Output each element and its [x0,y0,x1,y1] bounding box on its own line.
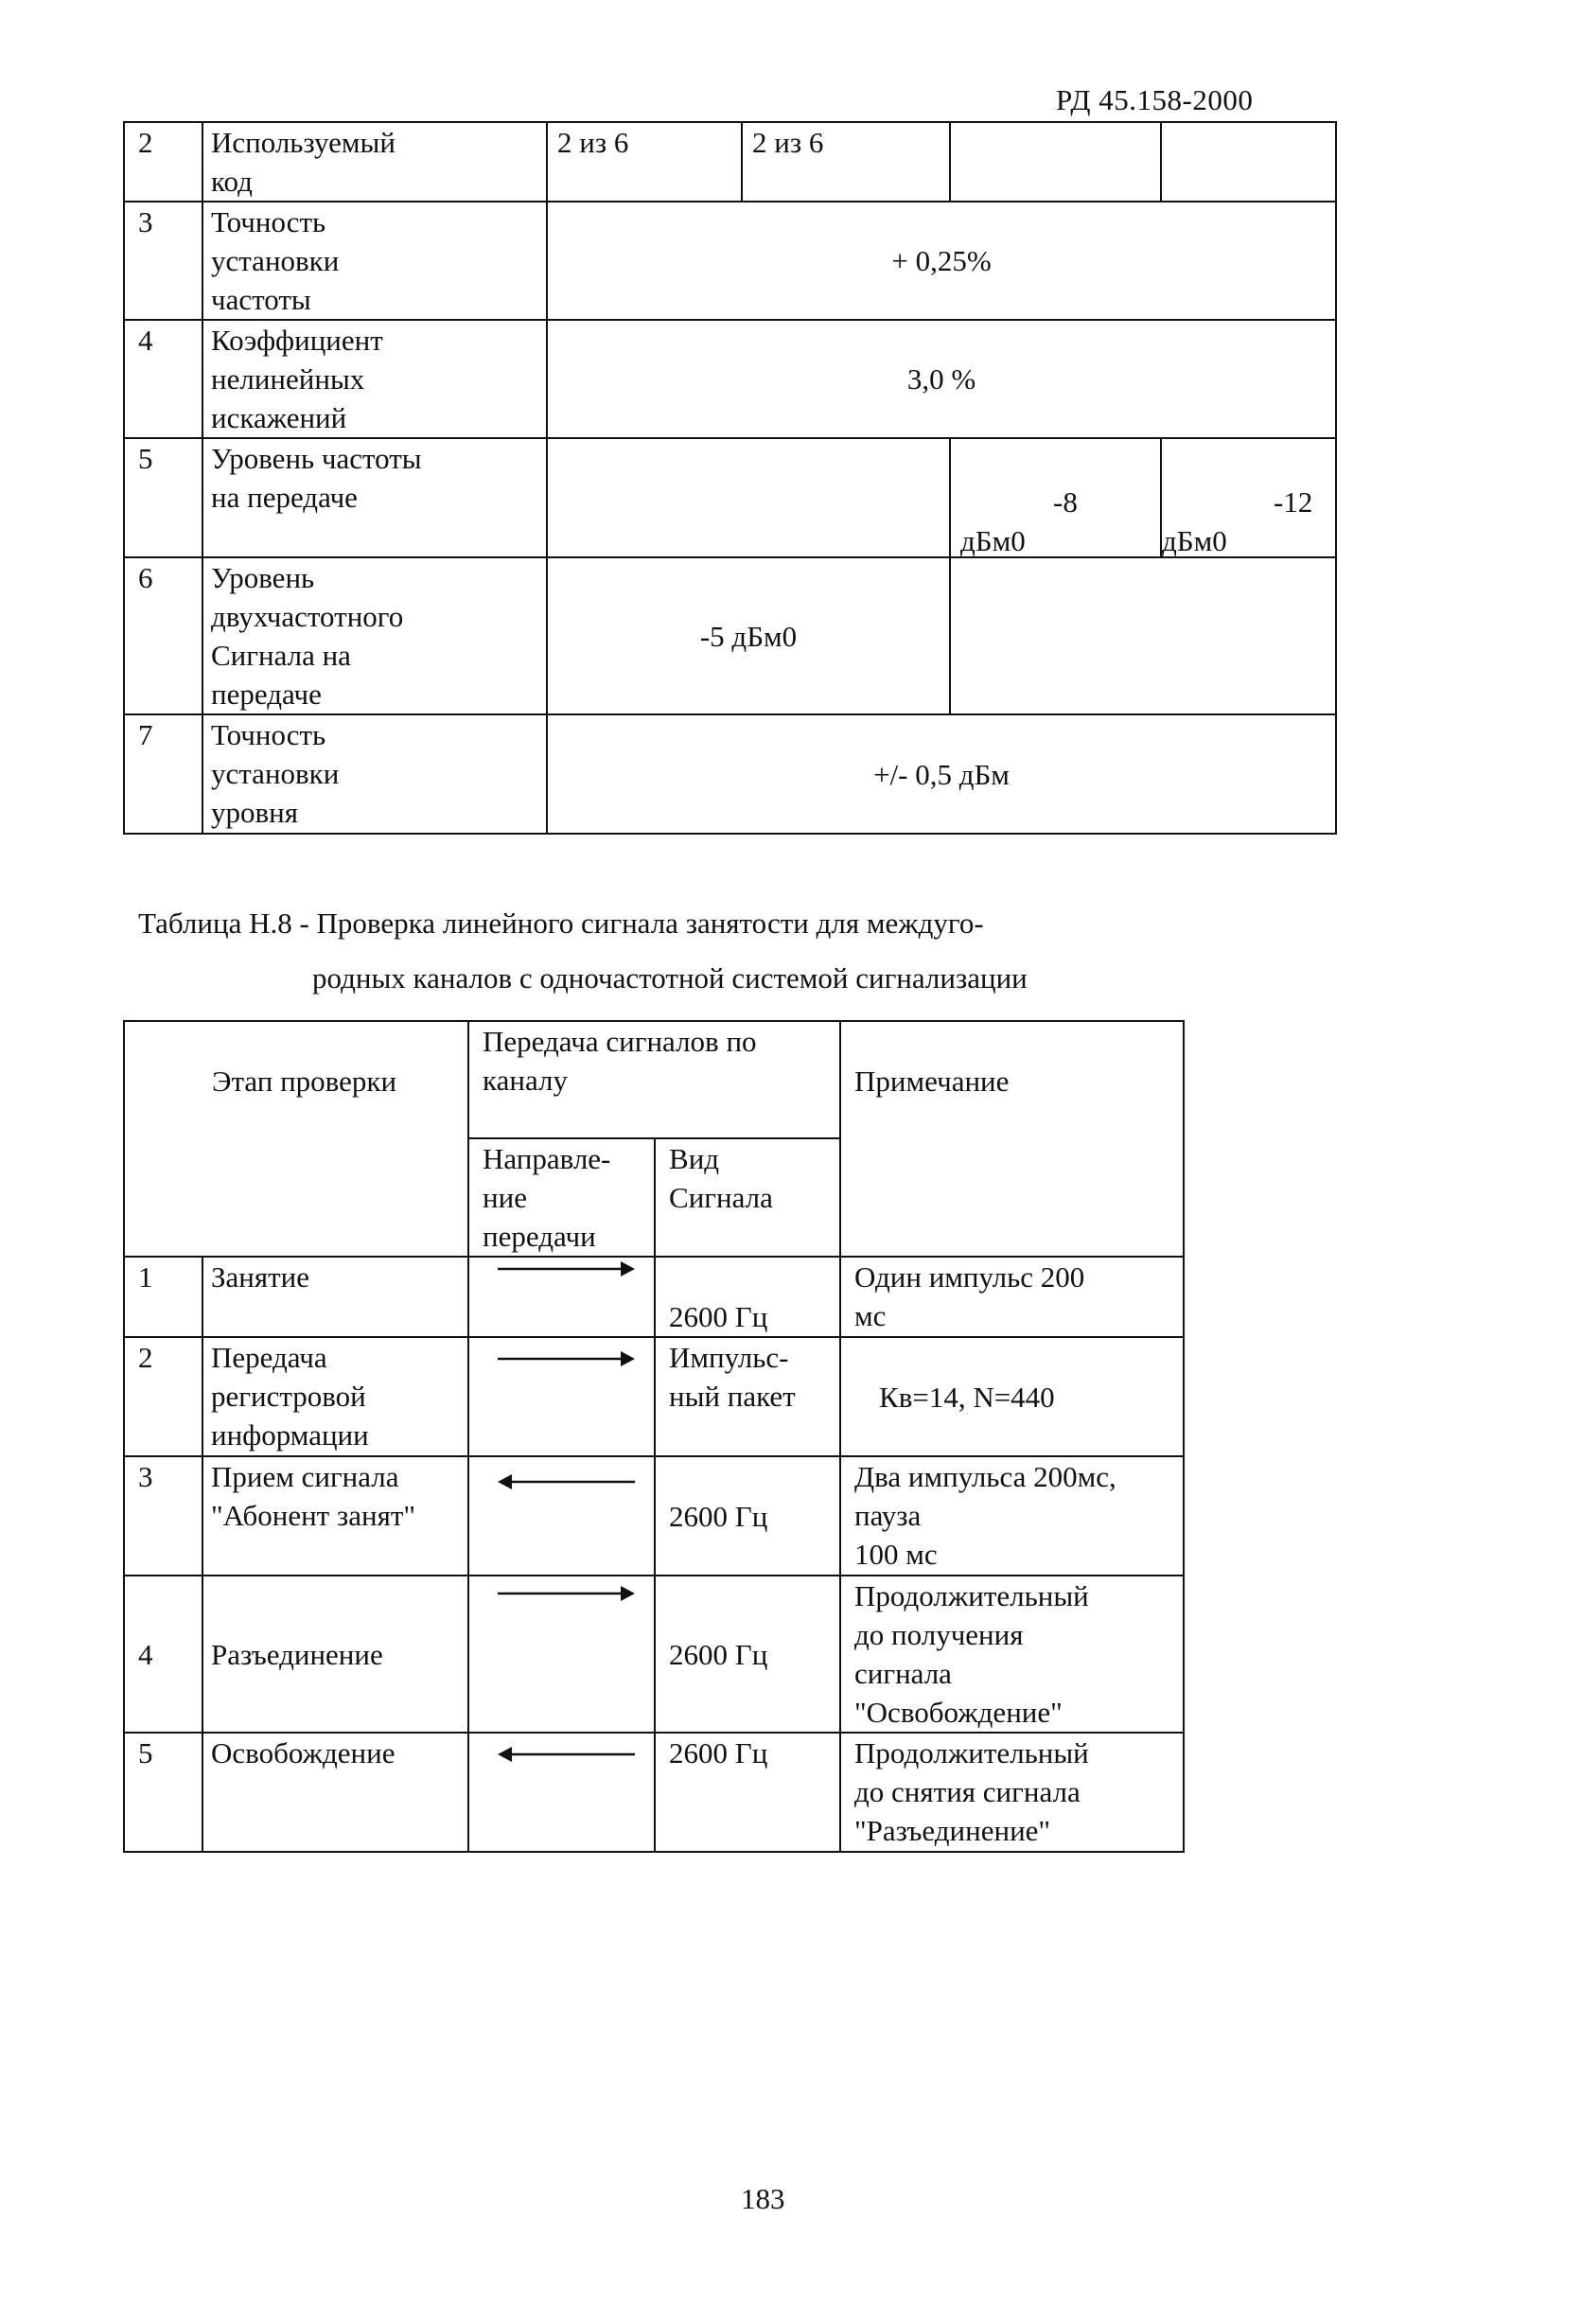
parameters-table [123,121,1337,835]
table-row [124,714,1336,834]
table-row [124,557,1336,714]
header-text: ние [483,1181,527,1214]
note-line: "Разъединение" [854,1814,1051,1847]
parameter-line: Уровень частоты [211,442,422,475]
spanning-value: 3,0 % [547,320,1336,438]
parameter-name [202,557,547,714]
stage-name [202,1576,468,1733]
parameter-name [202,714,547,834]
header-text: Передача сигналов по [483,1025,757,1058]
header-text: передачи [483,1220,596,1253]
table-caption-line: родных каналов с одночастотной системой сигнализации [312,961,1028,995]
arrow-right-icon [498,1584,635,1603]
note [840,1576,1184,1733]
note-line: Продолжительный [854,1579,1089,1612]
parameter-name [202,122,547,202]
note-line: Кв=14, N=440 [879,1380,1055,1414]
row-number: 6 [124,557,202,714]
table-caption-line: Таблица Н.8 - Проверка линейного сигнала занятости для междуго- [138,907,984,940]
header-text: Примечание [854,1065,1010,1098]
parameter-line: Коэффициент [211,324,383,357]
header-text: Этап проверки [212,1065,397,1098]
value-cell-empty [950,122,1161,202]
row-number: 7 [124,714,202,834]
document-code-header: РД 45.158-2000 [1056,83,1254,116]
parameter-line: Сигнала на [211,639,351,672]
row-number: 2 [124,122,202,202]
value-cell: 2 из 6 [742,122,950,202]
header-signal-type [655,1138,840,1257]
table-header-row [124,1021,1184,1138]
arrow-right-icon [498,1259,635,1278]
parameter-line: частоты [211,283,311,316]
parameter-line: код [211,165,253,198]
level-unit: дБм0 [1162,524,1227,557]
note-line: 100 мс [854,1538,938,1571]
parameter-line: Используемый [211,126,396,159]
signal-line: Импульс- [669,1341,789,1374]
table-row [124,1576,1184,1733]
parameter-line: уровня [211,796,298,829]
level-cell [950,438,1161,557]
row-number: 2 [124,1337,202,1456]
parameter-line: Уровень [211,561,315,594]
table-row [124,1257,1184,1337]
stage-line: Занятие [211,1260,310,1294]
parameter-line: установки [211,244,340,277]
row-number: 5 [124,1733,202,1852]
note-line: мс [854,1299,887,1332]
table-row [124,438,1336,557]
direction-cell [468,1257,655,1337]
parameter-name [202,438,547,557]
note-line: пауза [854,1499,922,1532]
signal-check-table [123,1020,1185,1853]
parameter-line: Точность [211,205,326,238]
spanning-value: +/- 0,5 дБм [547,714,1336,834]
stage-line: информации [211,1418,369,1452]
table-row [124,122,1336,202]
signal-line: 2600 Гц [669,1499,768,1533]
note [840,1257,1184,1337]
header-stage [124,1021,468,1257]
signal-type [655,1576,840,1733]
level-value: -8 [1053,485,1078,519]
header-transmission [468,1021,840,1138]
parameter-name [202,320,547,438]
stage-name [202,1733,468,1852]
header-text: Сигнала [669,1181,773,1214]
note-line: Один импульс 200 [854,1260,1085,1294]
value-cell: 2 из 6 [547,122,742,202]
header-text: Вид [669,1142,720,1175]
note-line: Продолжительный [854,1736,1089,1769]
table-row [124,320,1336,438]
page-number: 183 [741,2182,785,2215]
signal-type [655,1337,840,1456]
direction-cell [468,1337,655,1456]
arrow-left-icon [498,1745,635,1764]
note [840,1733,1184,1852]
parameter-line: искажений [211,401,347,434]
stage-name [202,1456,468,1576]
note-line: до получения [854,1618,1024,1651]
row-number: 4 [124,320,202,438]
table-row [124,1456,1184,1576]
note [840,1337,1184,1456]
direction-cell [468,1576,655,1733]
note-line: Два импульса 200мс, [854,1460,1116,1493]
parameter-line: двухчастотного [211,600,404,633]
row-number: 3 [124,1456,202,1576]
stage-line: Освобождение [211,1736,396,1769]
note-line: сигнала [854,1657,952,1690]
row-number: 5 [124,438,202,557]
row-number: 3 [124,202,202,320]
header-note [840,1021,1184,1257]
row-number: 4 [124,1576,202,1733]
stage-name [202,1337,468,1456]
value-cell-empty [547,438,950,557]
stage-line: регистровой [211,1380,366,1413]
parameter-line: на передаче [211,481,358,514]
header-text: каналу [483,1064,568,1097]
stage-line: Прием сигнала [211,1460,399,1493]
note-line: "Освобождение" [854,1696,1063,1729]
stage-line: Разъединение [211,1637,383,1671]
header-text: Направле- [483,1142,611,1175]
direction-cell [468,1456,655,1576]
note [840,1456,1184,1576]
stage-line: "Абонент занят" [211,1499,416,1532]
signal-line: 2600 Гц [669,1736,768,1769]
header-direction [468,1138,655,1257]
signal-type [655,1257,840,1337]
level-value: -12 [1274,485,1313,519]
stage-line: Передача [211,1341,327,1374]
row-number: 1 [124,1257,202,1337]
table-row [124,1337,1184,1456]
parameter-line: установки [211,757,340,790]
spanning-value: + 0,25% [547,202,1336,320]
stage-name [202,1257,468,1337]
spanning-value: -5 дБм0 [547,557,950,714]
arrow-left-icon [498,1472,635,1491]
parameter-line: Точность [211,718,326,751]
value-cell-empty [950,557,1336,714]
table-row [124,202,1336,320]
arrow-right-icon [498,1349,635,1368]
signal-type [655,1733,840,1852]
parameter-line: нелинейных [211,362,365,396]
signal-type [655,1456,840,1576]
level-unit: дБм0 [960,524,1026,557]
parameter-name [202,202,547,320]
parameter-line: передаче [211,678,322,711]
signal-line: ный пакет [669,1380,796,1413]
signal-line: 2600 Гц [669,1637,768,1671]
level-cell [1161,438,1336,557]
value-cell-empty [1161,122,1336,202]
table-row [124,1733,1184,1852]
signal-line: 2600 Гц [669,1300,768,1333]
note-line: до снятия сигнала [854,1775,1081,1808]
direction-cell [468,1733,655,1852]
